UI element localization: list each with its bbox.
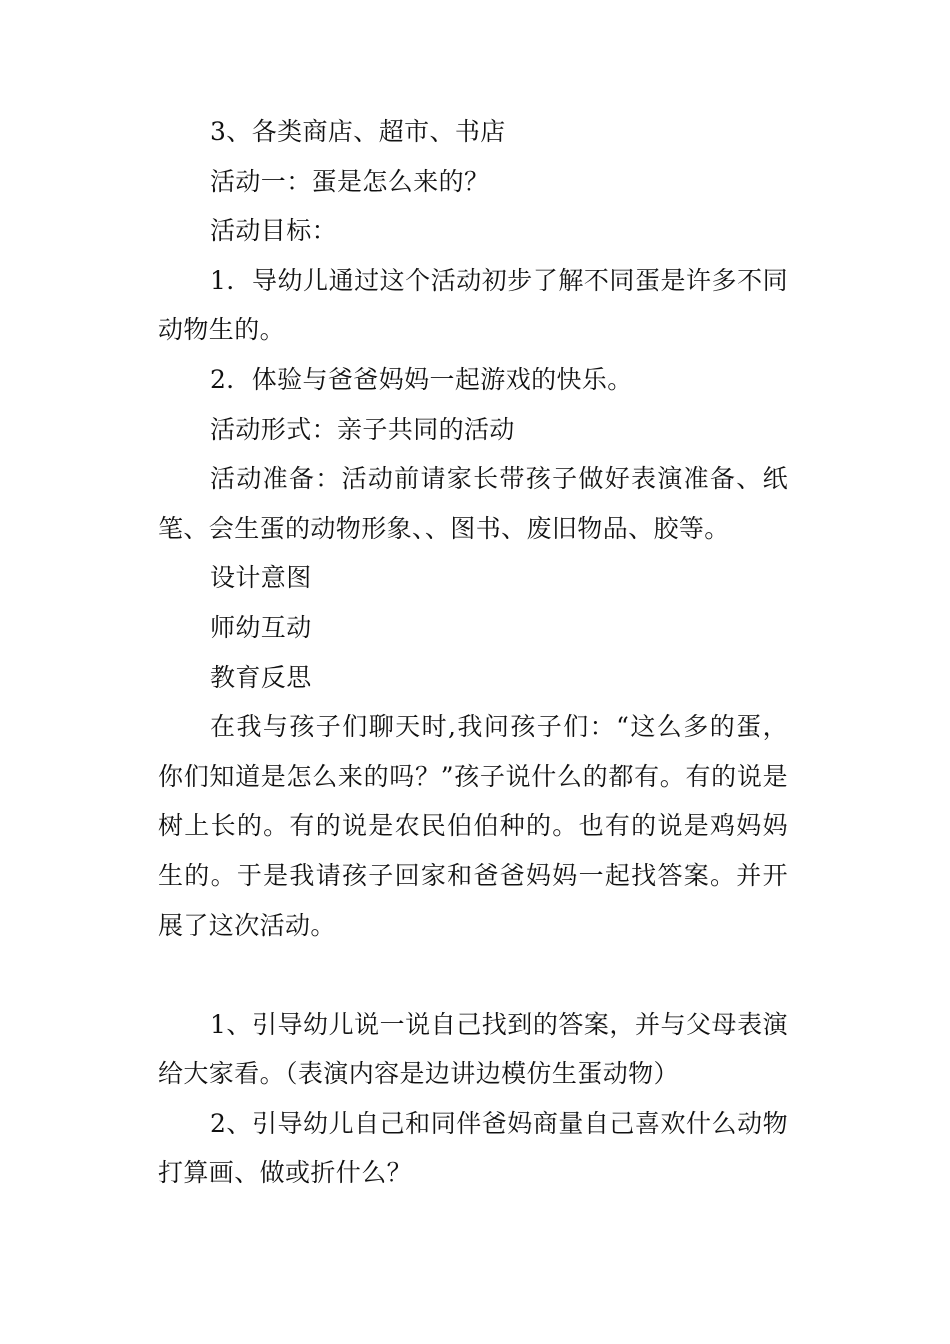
paragraph-goal-1: 1．导幼儿通过这个活动初步了解不同蛋是许多不同动物生的。 [158, 265, 788, 345]
paragraph-teacher-child-interaction: 师幼互动 [210, 612, 312, 642]
document-body [158, 107, 788, 1198]
paragraph-activity-form: 活动形式：亲子共同的活动 [210, 414, 515, 444]
paragraph-venues: 3、各类商店、超市、书店 [210, 117, 506, 146]
paragraph-step-2: 2、引导幼儿自己和同伴爸妈商量自己喜欢什么动物打算画、做或折什么？ [158, 1108, 788, 1188]
paragraph-activity-one-title: 活动一：蛋是怎么来的？ [210, 166, 490, 196]
paragraph-education-reflection: 教育反思 [210, 662, 312, 692]
paragraph-goal-2: 2．体验与爸爸妈妈一起游戏的快乐。 [210, 364, 633, 394]
paragraph-activity-preparation: 活动准备：活动前请家长带孩子做好表演准备、纸笔、会生蛋的动物形象、、图书、废旧物品、胶等。 [158, 464, 788, 543]
paragraph-step-1: 1、引导幼儿说一说自己找到的答案，并与父母表演给大家看。（表演内容是边讲边模仿生蛋动物） [158, 1009, 788, 1089]
paragraph-reflection-body: 在我与孩子们聊天时,我问孩子们：“这么多的蛋，你们知道是怎么来的吗？”孩子说什么的都有。有的说是树上长的。有的说是农民伯伯种的。也有的说是鸡妈妈生的。于是我请孩子回家和爸爸妈妈一起找答案。并开展了这次活动。 [158, 712, 788, 940]
paragraph-activity-goals-heading: 活动目标： [210, 216, 338, 246]
paragraph-design-intent: 设计意图 [210, 563, 312, 593]
